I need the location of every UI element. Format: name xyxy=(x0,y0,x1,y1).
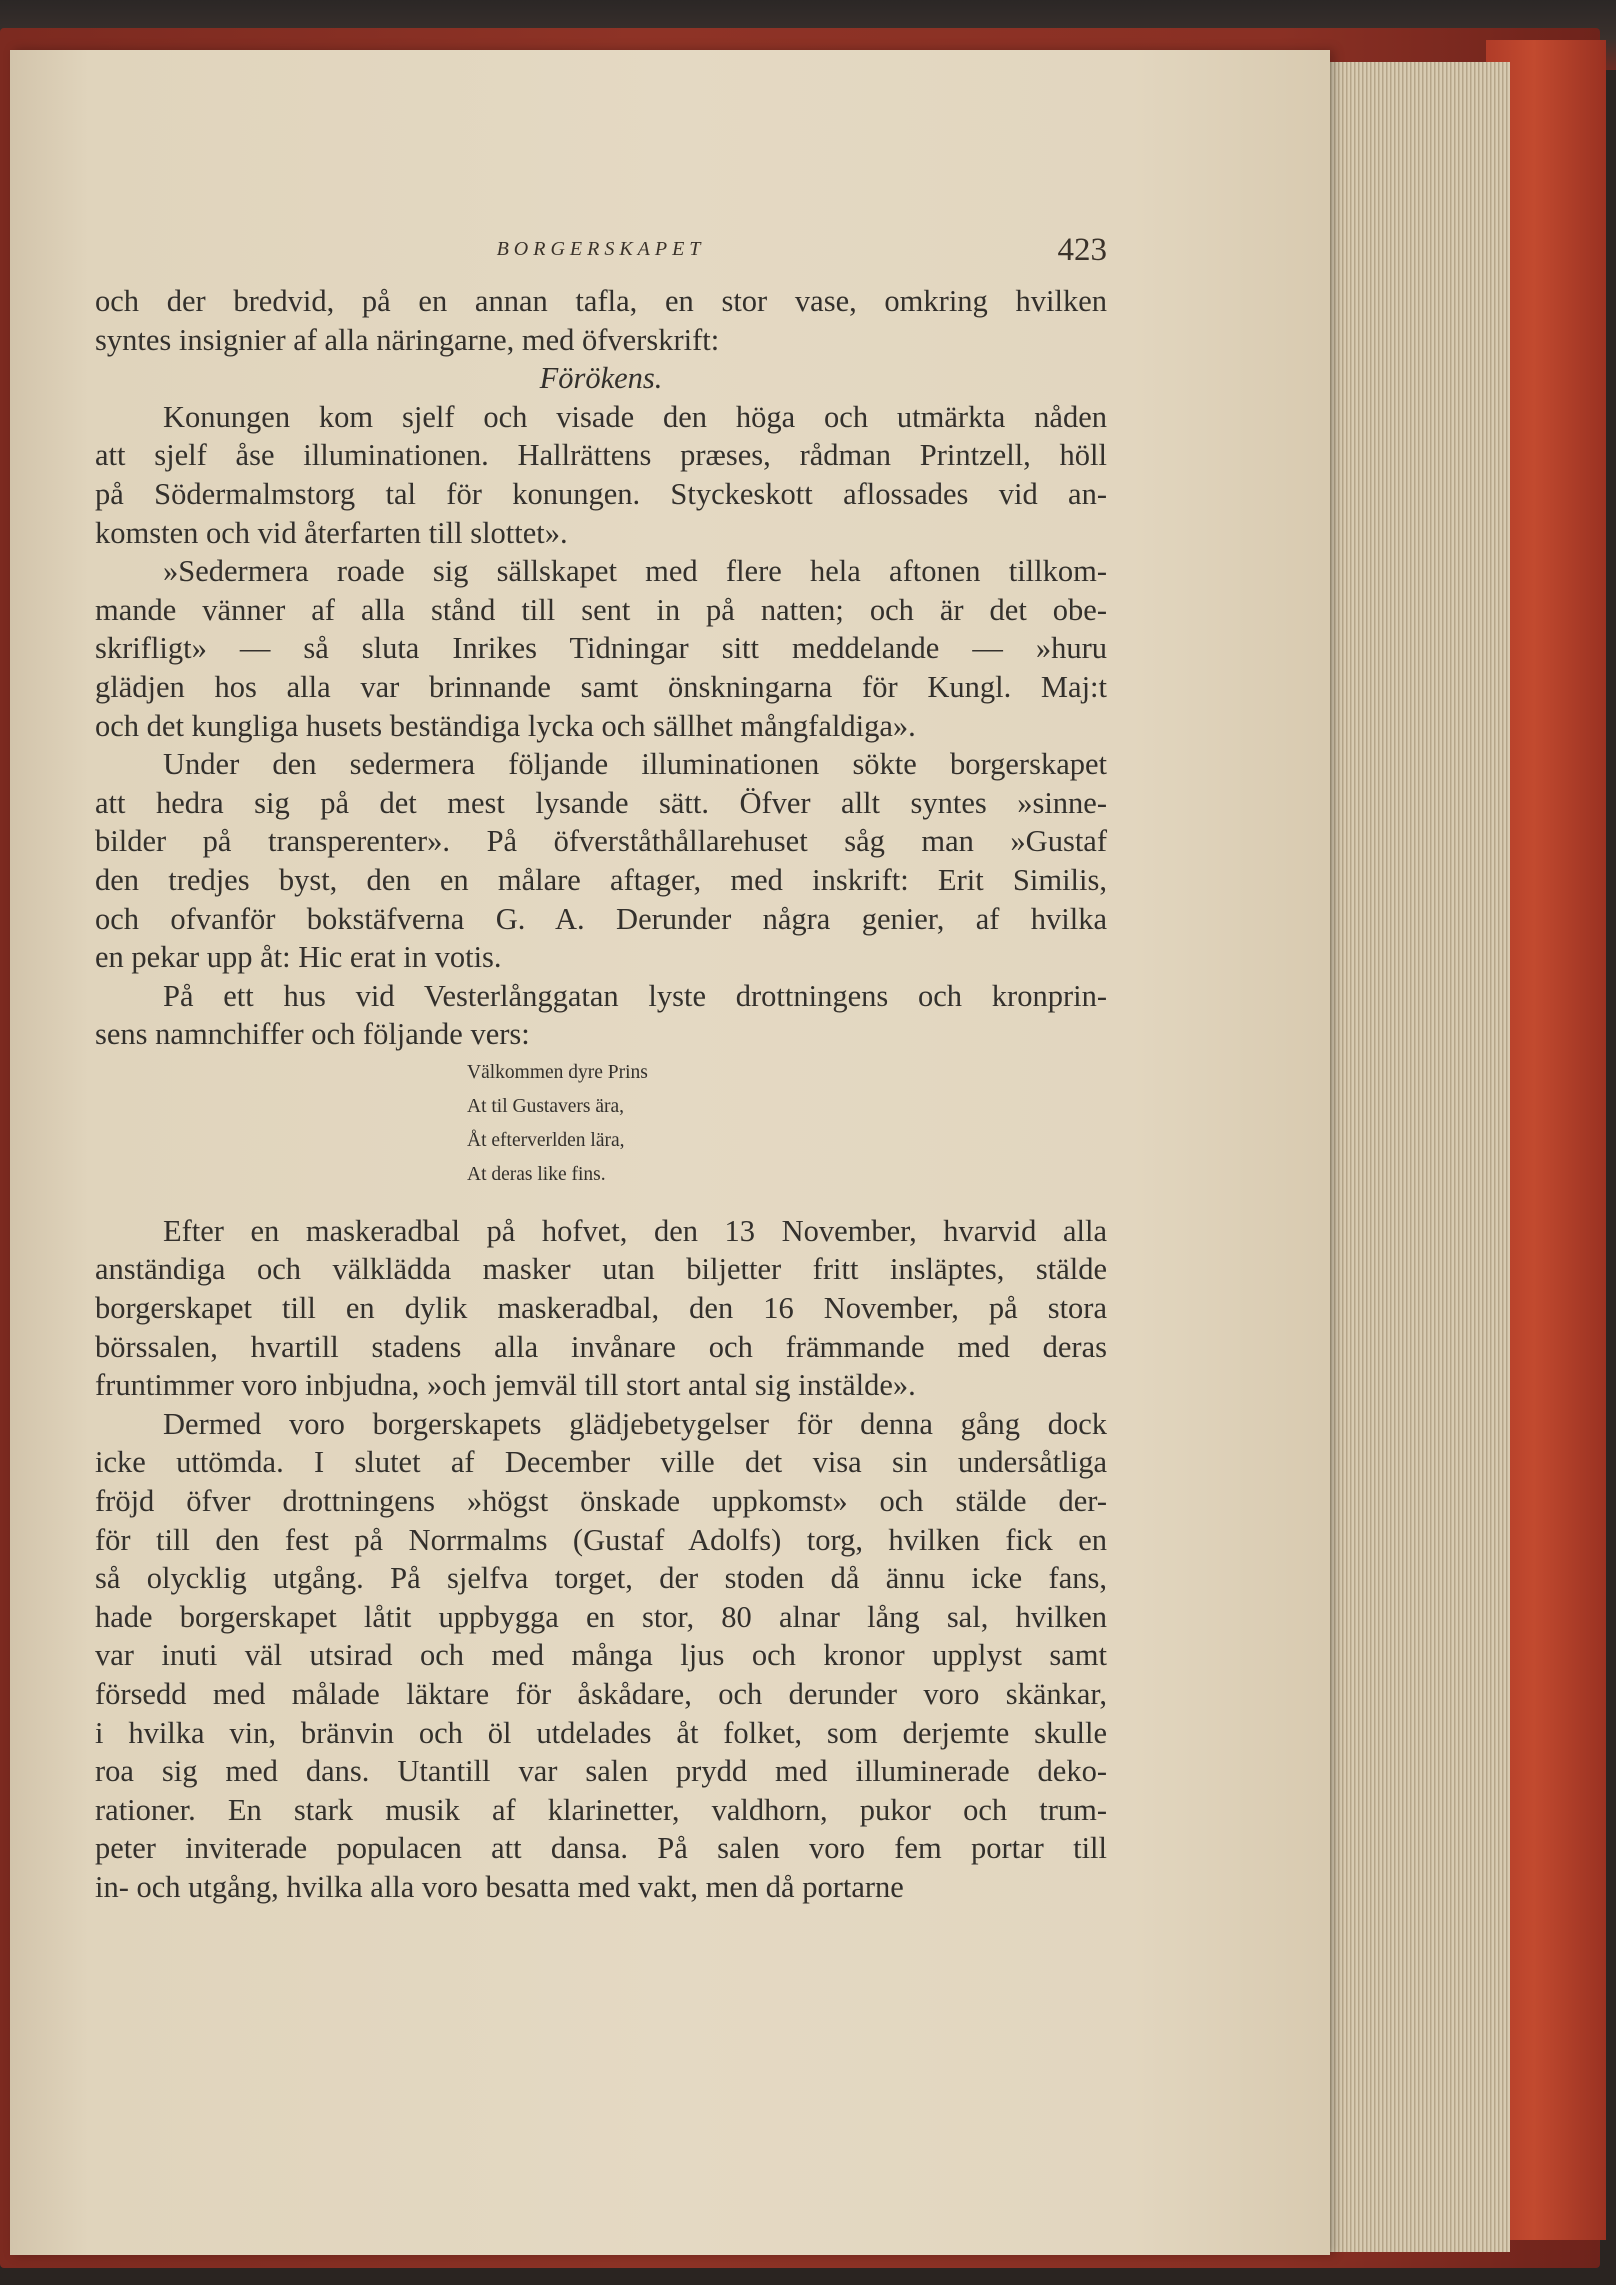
text-line: Under den sedermera följande illuminationen sökte borgerskapet xyxy=(163,747,1107,782)
text-line: för till den fest på Norrmalms (Gustaf Adolfs) torg, hvilken fick en xyxy=(95,1522,1107,1557)
text-line: På ett hus vid Vesterlånggatan lyste drottningens och kronprin- xyxy=(163,978,1107,1013)
text-line: fruntimmer voro inbjudna, »och jemväl till stort antal sig instälde». xyxy=(95,1368,916,1403)
text-line: och det kungliga husets beständiga lycka och sällhet mångfaldiga». xyxy=(95,708,916,743)
text-line: att sjelf åse illuminationen. Hallrättens præses, rådman Printzell, höll xyxy=(95,438,1107,473)
text-line: en pekar upp åt: Hic erat in votis. xyxy=(95,940,502,975)
text-line: in- och utgång, hvilka alla voro besatta med vakt, men då portarne xyxy=(95,1869,904,1904)
text-line: Konungen kom sjelf och visade den höga och utmärkta nåden xyxy=(163,399,1107,434)
text-line: sens namnchiffer och följande vers: xyxy=(95,1017,530,1052)
text-line: försedd med målade läktare för åskådare, och derunder voro skänkar, xyxy=(95,1677,1107,1711)
body-text xyxy=(95,282,1107,1907)
text-line: så olycklig utgång. På sjelfva torget, der stoden då ännu icke fans, xyxy=(95,1561,1107,1596)
text-line: Efter en maskeradbal på hofvet, den 13 November, hvarvid alla xyxy=(163,1213,1107,1248)
text-line: i hvilka vin, bränvin och öl utdelades åt folket, som derjemte skulle xyxy=(95,1715,1107,1750)
text-line: och ofvanför bokstäfverna G. A. Derunder några genier, af hvilka xyxy=(95,901,1107,936)
text-line: anständiga och välklädda masker utan biljetter fritt insläptes, stälde xyxy=(95,1252,1107,1287)
text-line: att hedra sig på det mest lysande sätt. Öfver allt syntes »sinne- xyxy=(95,785,1107,820)
text-line: roa sig med dans. Utantill var salen prydd med illuminerade deko- xyxy=(95,1754,1107,1789)
text-line: rationer. En stark musik af klarinetter, valdhorn, pukor och trum- xyxy=(95,1792,1107,1827)
verse-line: At deras like fins. xyxy=(467,1163,606,1185)
text-line: börssalen, hvartill stadens alla invånare och främmande med deras xyxy=(95,1329,1107,1364)
verse-line: Åt efterverlden lära, xyxy=(467,1129,625,1151)
text-line: och der bredvid, på en annan tafla, en stor vase, omkring hvilken xyxy=(95,284,1107,318)
text-line: bilder på transperenter». På öfverståthållarehuset såg man »Gustaf xyxy=(95,824,1107,859)
page-edge-lines xyxy=(1330,62,1510,2252)
text-line: icke uttömda. I slutet af December ville det visa sin undersåtliga xyxy=(95,1445,1107,1480)
verse xyxy=(467,1056,1107,1192)
text-line: glädjen hos alla var brinnande samt önskningarna för Kungl. Maj:t xyxy=(95,669,1107,704)
text-line: mande vänner af alla stånd till sent in på natten; och är det obe- xyxy=(95,592,1107,627)
text-line: skrifligt» — så sluta Inrikes Tidningar sitt meddelande — »huru xyxy=(95,631,1107,666)
text-line: den tredjes byst, den en målare aftager, med inskrift: Erit Similis, xyxy=(95,862,1107,897)
verse-line: Välkommen dyre Prins xyxy=(467,1061,648,1083)
running-head-title: BORGERSKAPET xyxy=(496,238,706,260)
motto-line: Förökens. xyxy=(539,361,663,396)
verse-line: At til Gustavers ära, xyxy=(467,1095,625,1117)
text-line: fröjd öfver drottningens »högst önskade uppkomst» och stälde der- xyxy=(95,1484,1107,1519)
text-line: borgerskapet till en dylik maskeradbal, den 16 November, på stora xyxy=(95,1291,1107,1326)
text-line: komsten och vid återfarten till slottet». xyxy=(95,515,568,550)
text-line: syntes insignier af alla näringarne, med öfverskrift: xyxy=(95,322,720,357)
text-line: »Sedermera roade sig sällskapet med flere hela aftonen tillkom- xyxy=(163,554,1107,589)
text-line: var inuti väl utsirad och med många ljus och kronor upplyst samt xyxy=(95,1638,1107,1673)
text-line: peter inviterade populacen att dansa. På salen voro fem portar till xyxy=(95,1831,1107,1866)
running-head xyxy=(95,232,1107,272)
text-line: på Södermalmstorg tal för konungen. Styckeskott aflossades vid an- xyxy=(95,476,1107,511)
text-line: hade borgerskapet låtit uppbygga en stor, 80 alnar lång sal, hvilken xyxy=(95,1599,1107,1634)
text-line: Dermed voro borgerskapets glädjebetygelser för denna gång dock xyxy=(163,1406,1107,1441)
page-number: 423 xyxy=(1057,232,1107,268)
